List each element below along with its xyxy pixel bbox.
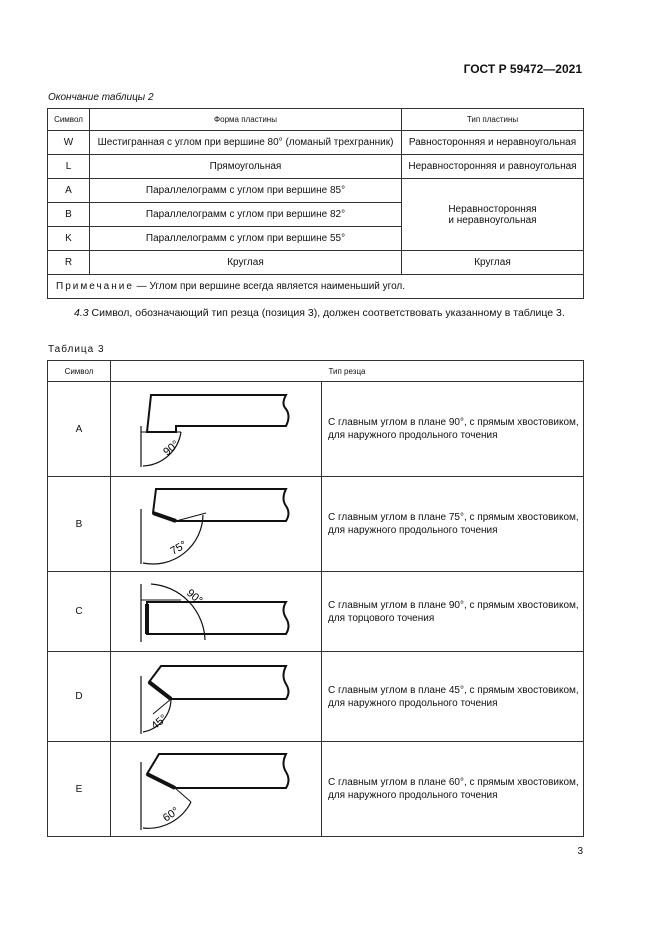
description-line1: С главным углом в плане 45°, с прямым хвостовиком, (328, 684, 579, 696)
cutter-figure-a (111, 382, 322, 477)
symbol-cell: C (48, 572, 111, 652)
paragraph-text: Символ, обозначающий тип резца (позиция 3), должен соответствовать указанному в таблице 3. (88, 307, 565, 319)
page-number: 3 (577, 846, 583, 857)
description-line2: для наружного продольного точения (328, 430, 498, 441)
angle-label: 90° (184, 586, 205, 607)
symbol-cell: D (48, 652, 111, 742)
cutter-drawing-a (111, 384, 321, 474)
type-cell: Круглая (402, 251, 584, 275)
description-line2: для наружного продольного точения (328, 525, 498, 536)
symbol-cell: L (48, 155, 90, 179)
table-row (48, 179, 584, 203)
description-line2: для наружного продольного точения (328, 790, 498, 801)
shape-cell: Круглая (90, 251, 402, 275)
cutter-drawing-d (111, 654, 321, 740)
table2-caption: Окончание таблицы 2 (48, 92, 154, 103)
note-text: — Углом при вершине всегда является наименьший угол. (133, 281, 406, 292)
cutter-drawing-c (111, 574, 321, 650)
shape-cell: Параллелограмм с углом при вершине 55° (90, 227, 402, 251)
table-row (48, 155, 584, 179)
symbol-cell: W (48, 131, 90, 155)
paragraph-4-3 (48, 306, 580, 321)
description-line2: для торцового точения (328, 612, 435, 624)
merged-type-line1: Неравносторонняя (448, 203, 537, 215)
note-label: Примечание (56, 281, 134, 292)
table-3 (47, 360, 584, 837)
column-header-cutter-type: Тип резца (111, 361, 584, 382)
shape-cell: Параллелограмм с углом при вершине 85° (90, 179, 402, 203)
column-header-symbol: Символ (48, 109, 90, 131)
cutter-figure-b (111, 477, 322, 572)
column-header-shape: Форма пластины (90, 109, 402, 131)
description-cell (322, 572, 584, 652)
table-row (48, 382, 584, 477)
type-cell: Равносторонняя и неравноугольная (402, 131, 584, 155)
table-note-row (48, 275, 584, 299)
symbol-cell: R (48, 251, 90, 275)
shape-cell: Шестигранная с углом при вершине 80° (ломаный трехгранник) (90, 131, 402, 155)
angle-label: 45° (149, 711, 170, 732)
angle-label: 90° (161, 438, 182, 459)
description-cell (322, 652, 584, 742)
symbol-cell: B (48, 203, 90, 227)
table-row (48, 477, 584, 572)
description-cell (322, 742, 584, 837)
column-header-symbol: Символ (48, 361, 111, 382)
symbol-cell: A (48, 382, 111, 477)
cutter-drawing-b (111, 479, 321, 569)
cutter-drawing-e (111, 744, 321, 834)
table3-caption: Таблица 3 (48, 344, 105, 355)
document-id: ГОСТ Р 59472—2021 (463, 62, 582, 76)
table-row (48, 742, 584, 837)
table-header-row (48, 109, 584, 131)
description-line2: для наружного продольного точения (328, 697, 498, 709)
merged-type-line2: и неравноугольная (448, 214, 537, 226)
merged-type-cell (402, 179, 584, 251)
cutter-figure-e (111, 742, 322, 837)
shape-cell: Прямоугольная (90, 155, 402, 179)
paragraph-number: 4.3 (74, 307, 89, 319)
table-2 (47, 108, 584, 299)
description-cell (322, 382, 584, 477)
table-row (48, 572, 584, 652)
symbol-cell: B (48, 477, 111, 572)
symbol-cell: E (48, 742, 111, 837)
angle-label: 75° (168, 538, 189, 558)
table-row (48, 131, 584, 155)
symbol-cell: K (48, 227, 90, 251)
symbol-cell: A (48, 179, 90, 203)
description-line1: С главным углом в плане 90°, с прямым хвостовиком, (328, 417, 579, 428)
description-line1: С главным углом в плане 60°, с прямым хвостовиком, (328, 777, 579, 788)
table-row (48, 251, 584, 275)
table-note (48, 275, 584, 299)
angle-label: 60° (160, 805, 182, 825)
description-cell (322, 477, 584, 572)
description-line1: С главным углом в плане 90°, с прямым хвостовиком, (328, 599, 579, 611)
type-cell: Неравносторонняя и равноугольная (402, 155, 584, 179)
column-header-type: Тип пластины (402, 109, 584, 131)
description-line1: С главным углом в плане 75°, с прямым хвостовиком, (328, 512, 579, 523)
cutter-figure-d (111, 652, 322, 742)
shape-cell: Параллелограмм с углом при вершине 82° (90, 203, 402, 227)
table-row (48, 652, 584, 742)
table-header-row (48, 361, 584, 382)
cutter-figure-c (111, 572, 322, 652)
